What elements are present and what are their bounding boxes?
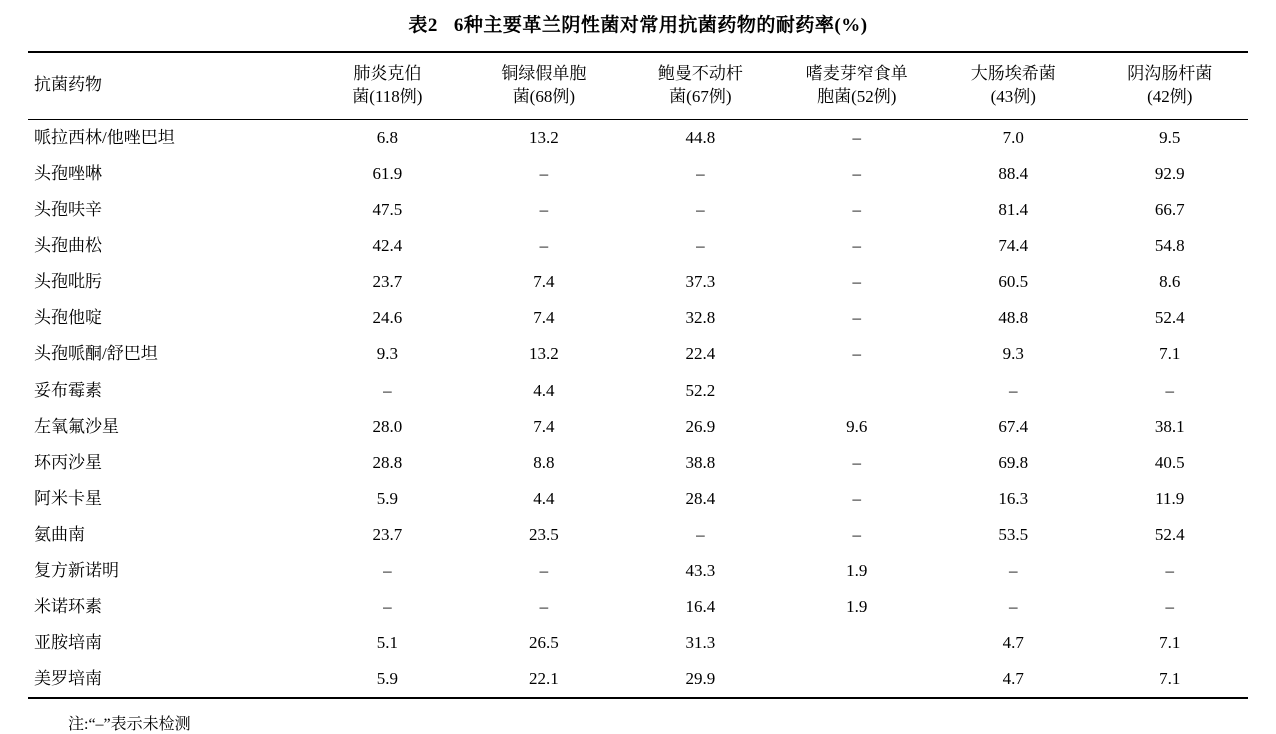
cell-value: 5.9	[376, 669, 399, 689]
cell-value: –	[696, 236, 705, 256]
cell-drug: 复方新诺明	[34, 561, 119, 580]
column-header-smaltophilia	[779, 52, 935, 119]
cell-value: 8.6	[1159, 272, 1181, 292]
table-row	[28, 589, 1248, 625]
cell-value: –	[1165, 597, 1174, 617]
cell-value: 5.1	[376, 633, 399, 653]
cell-drug: 妥布霉素	[34, 380, 102, 400]
cell-value: –	[852, 344, 862, 364]
cell-value: 43.3	[685, 561, 716, 580]
resistance-rate-table	[28, 51, 1248, 699]
cell-value: 38.8	[685, 452, 716, 472]
cell-value: 13.2	[528, 344, 559, 364]
cell-value: –	[852, 163, 862, 183]
cell-value: 61.9	[372, 163, 403, 183]
cell-value: 7.1	[1159, 669, 1181, 689]
column-header-paeruginosa	[466, 52, 622, 119]
table-row	[28, 300, 1248, 336]
cell-value: 9.3	[1002, 344, 1024, 364]
cell-value: 42.4	[372, 236, 403, 256]
column-header-abaumannii-line2: 菌(67例)	[669, 86, 732, 106]
table-row	[28, 481, 1248, 517]
table-row	[28, 373, 1248, 409]
cell-value: 52.2	[685, 380, 716, 400]
table-row	[28, 445, 1248, 481]
column-header-smaltophilia-line2: 胞菌(52例)	[817, 86, 897, 106]
column-header-ecloacae	[1092, 52, 1249, 119]
cell-value: 47.5	[372, 200, 403, 220]
cell-value: –	[852, 200, 862, 220]
cell-value: 7.4	[533, 308, 555, 328]
cell-value: 88.4	[998, 163, 1029, 183]
column-header-kpneumoniae	[309, 52, 465, 119]
column-header-abaumannii	[622, 52, 778, 119]
cell-value	[779, 373, 935, 409]
cell-value: 16.4	[685, 597, 716, 617]
column-header-paeruginosa-line1: 铜绿假单胞	[501, 64, 587, 83]
cell-value: 7.4	[533, 416, 555, 436]
cell-value: –	[1165, 380, 1174, 400]
cell-value: 54.8	[1154, 236, 1185, 256]
cell-value: 28.8	[372, 452, 403, 472]
cell-value: 8.8	[533, 452, 555, 472]
column-header-kpneumoniae-line2: 菌(118例)	[352, 86, 423, 106]
cell-value: –	[1009, 561, 1018, 580]
cell-value: –	[696, 524, 705, 544]
table-row	[28, 409, 1248, 445]
cell-value: 6.8	[376, 127, 399, 147]
cell-drug: 头孢唑啉	[34, 163, 102, 183]
cell-value: 60.5	[998, 272, 1029, 292]
cell-value: –	[852, 308, 862, 328]
table-row	[28, 192, 1248, 228]
cell-value: –	[696, 200, 705, 220]
cell-drug: 头孢哌酮/舒巴坦	[34, 344, 158, 364]
cell-value: 67.4	[998, 416, 1029, 436]
cell-value: 5.9	[376, 488, 399, 508]
column-header-ecloacae-line2: (42例)	[1147, 86, 1193, 106]
cell-value: 81.4	[998, 200, 1029, 220]
cell-value: –	[852, 272, 862, 292]
table-row	[28, 517, 1248, 553]
cell-drug: 左氧氟沙星	[34, 416, 119, 436]
cell-value: –	[539, 163, 549, 183]
cell-drug: 阿米卡星	[34, 488, 102, 508]
cell-value: –	[852, 452, 862, 472]
column-header-drug-line1: 抗菌药物	[34, 75, 102, 95]
table-head	[28, 52, 1248, 119]
cell-value: 40.5	[1154, 452, 1185, 472]
cell-drug: 哌拉西林/他唑巴坦	[34, 127, 175, 147]
cell-value: 7.1	[1159, 344, 1181, 364]
cell-value: –	[852, 236, 862, 256]
cell-drug: 亚胺培南	[34, 633, 102, 653]
table-header-row	[28, 52, 1248, 119]
table-row	[28, 661, 1248, 698]
cell-drug: 米诺环素	[34, 597, 102, 617]
column-header-ecloacae-line1: 阴沟肠杆菌	[1127, 64, 1213, 83]
cell-drug: 美罗培南	[34, 669, 102, 689]
cell-value: 48.8	[998, 308, 1029, 328]
table-body	[28, 119, 1248, 698]
cell-value: –	[383, 597, 392, 617]
cell-drug: 头孢曲松	[34, 236, 102, 256]
cell-value: 69.8	[998, 452, 1029, 472]
cell-value: –	[852, 524, 862, 544]
cell-value: 28.0	[372, 416, 403, 436]
cell-drug: 头孢吡肟	[34, 272, 102, 292]
cell-value: 66.7	[1154, 200, 1185, 220]
table-note: 注:“–”表示未检测	[68, 716, 191, 734]
column-header-ecoli	[935, 52, 1091, 119]
column-header-ecoli-line2: (43例)	[990, 86, 1036, 106]
cell-value: 92.9	[1154, 163, 1185, 183]
cell-value: 16.3	[998, 488, 1029, 508]
table-row	[28, 553, 1248, 589]
cell-value: 52.4	[1154, 524, 1185, 544]
cell-drug: 头孢他啶	[34, 308, 102, 328]
cell-value: –	[539, 597, 549, 617]
cell-value	[779, 661, 935, 698]
cell-value: –	[1009, 380, 1018, 400]
table-row	[28, 119, 1248, 156]
cell-value: 24.6	[372, 308, 403, 328]
cell-value: –	[383, 380, 392, 400]
cell-value: 53.5	[998, 524, 1029, 544]
cell-value: 31.3	[685, 633, 716, 653]
cell-value: 4.7	[1002, 633, 1024, 653]
cell-value: 22.4	[685, 344, 716, 364]
cell-value: 1.9	[846, 561, 868, 580]
column-header-abaumannii-line1: 鲍曼不动杆	[657, 64, 743, 83]
cell-value: –	[539, 200, 549, 220]
cell-value: 37.3	[685, 272, 716, 292]
cell-value: 28.4	[685, 488, 716, 508]
cell-value: 23.7	[372, 524, 403, 544]
cell-value: 4.4	[533, 380, 555, 400]
cell-value: 22.1	[528, 669, 559, 689]
cell-value: –	[1165, 561, 1174, 580]
cell-value: 26.9	[685, 416, 716, 436]
cell-value: –	[383, 561, 392, 580]
table-row	[28, 264, 1248, 300]
cell-value: 52.4	[1154, 308, 1185, 328]
cell-value: 11.9	[1155, 488, 1185, 508]
cell-value: 4.4	[533, 488, 555, 508]
column-header-drug	[28, 52, 309, 119]
cell-value: –	[1009, 597, 1018, 617]
cell-value: 7.0	[1002, 127, 1024, 147]
cell-value: –	[696, 163, 705, 183]
cell-value: –	[539, 236, 549, 256]
cell-drug: 环丙沙星	[34, 452, 102, 472]
table-row	[28, 156, 1248, 192]
cell-value: 9.6	[846, 416, 868, 436]
cell-value: 4.7	[1002, 669, 1024, 689]
column-header-paeruginosa-line2: 菌(68例)	[512, 86, 576, 106]
cell-value: 29.9	[685, 669, 716, 689]
cell-value: 7.4	[533, 272, 555, 292]
cell-value: 13.2	[528, 127, 559, 147]
cell-value: 23.7	[372, 272, 403, 292]
cell-value: 9.5	[1159, 127, 1181, 147]
cell-value: 44.8	[685, 127, 716, 147]
table-row	[28, 625, 1248, 661]
column-header-smaltophilia-line1: 嗜麦芽窄食单	[805, 64, 908, 83]
table-caption-text: 6种主要革兰阴性菌对常用抗菌药物的耐药率(%)	[453, 15, 868, 36]
cell-value: 7.1	[1159, 633, 1181, 653]
column-header-kpneumoniae-line1: 肺炎克伯	[353, 64, 422, 83]
cell-value: 74.4	[998, 236, 1029, 256]
table-row	[28, 336, 1248, 372]
cell-value: 26.5	[528, 633, 559, 653]
cell-value: –	[852, 488, 862, 508]
cell-drug: 氨曲南	[34, 524, 85, 544]
cell-value: 1.9	[846, 597, 868, 617]
cell-value	[779, 625, 935, 661]
cell-value: 32.8	[685, 308, 716, 328]
cell-value: 38.1	[1154, 416, 1185, 436]
table-caption-number: 表2	[408, 15, 438, 36]
column-header-ecoli-line1: 大肠埃希菌	[970, 64, 1056, 83]
table-caption	[28, 0, 1248, 51]
cell-value: –	[852, 127, 862, 147]
cell-drug: 头孢呋辛	[34, 200, 102, 220]
cell-value: –	[539, 561, 549, 580]
table-row	[28, 228, 1248, 264]
cell-value: 23.5	[528, 524, 559, 544]
cell-value: 9.3	[376, 344, 399, 364]
